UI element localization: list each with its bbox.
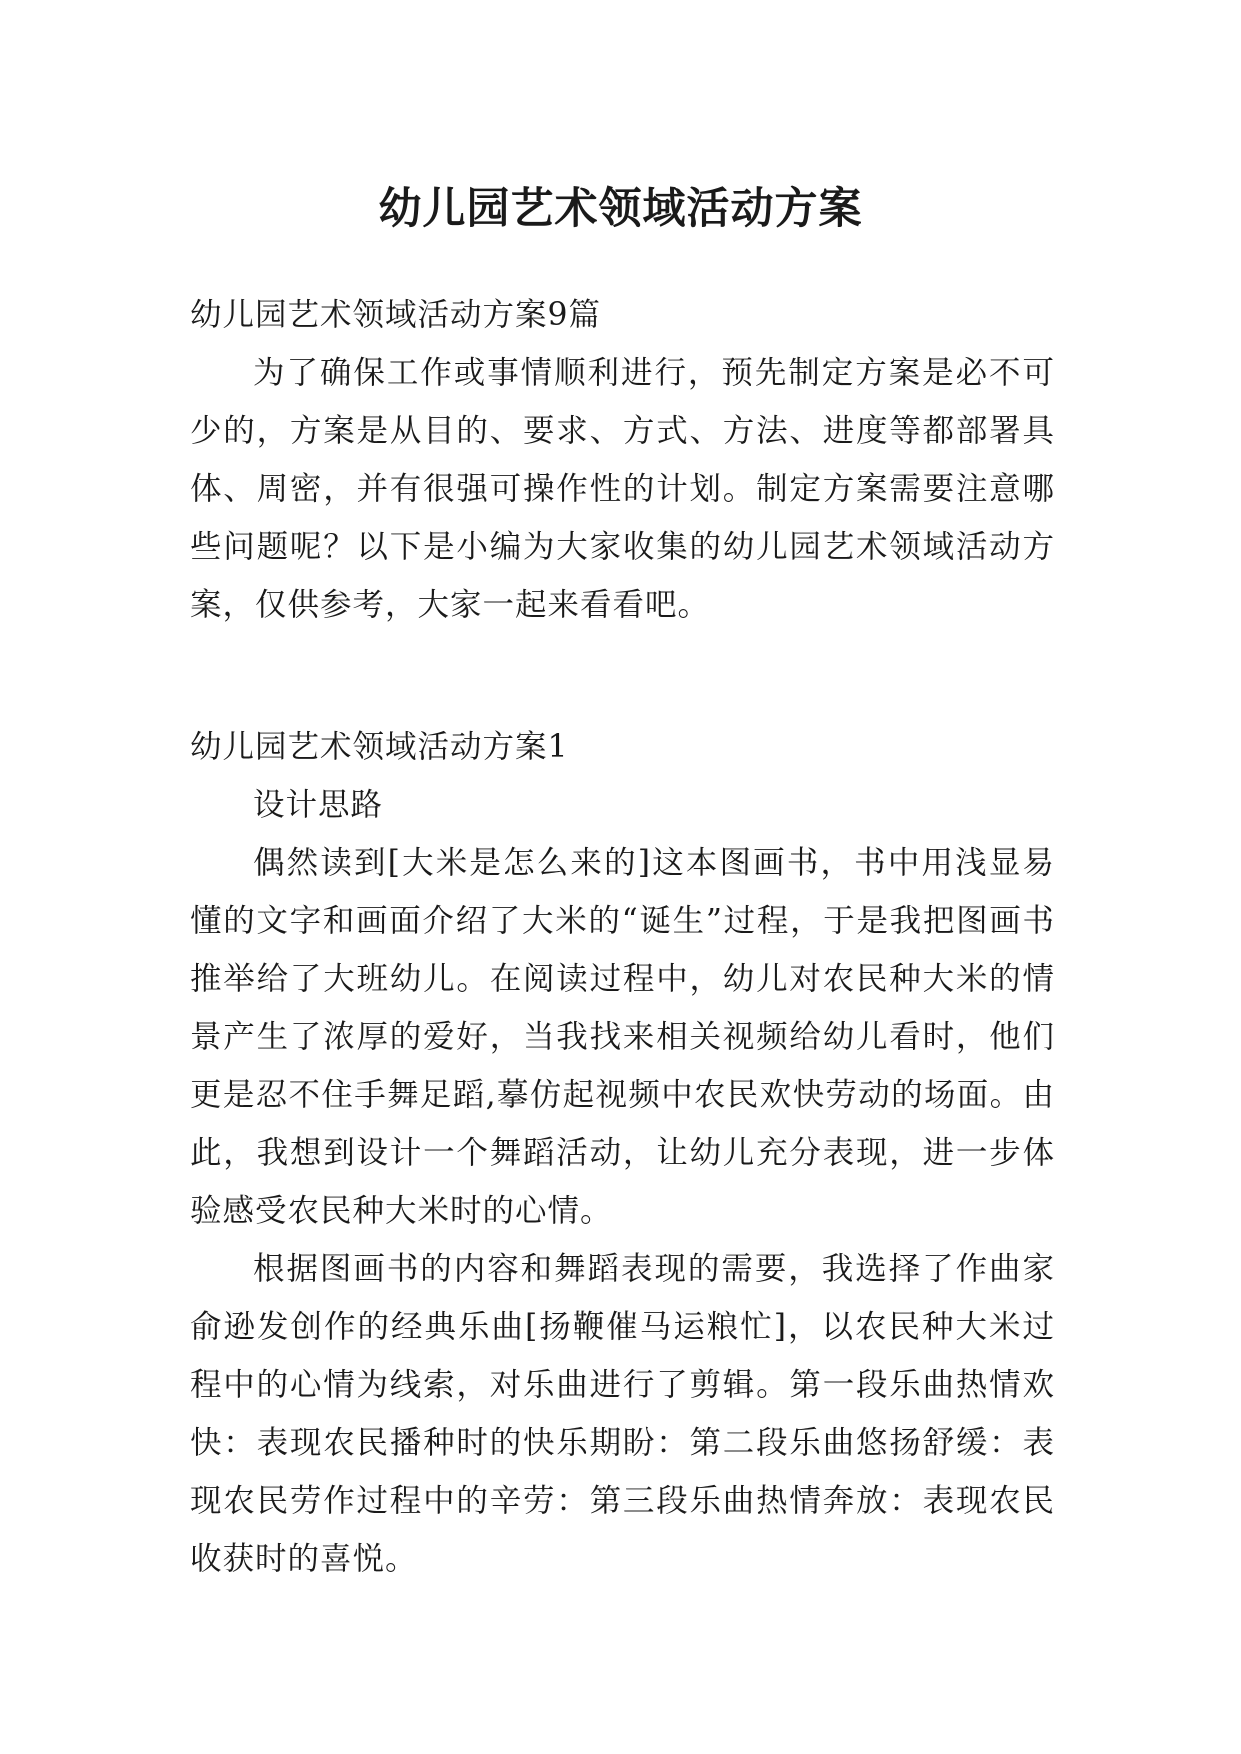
intro-paragraph: 为了确保工作或事情顺利进行，预先制定方案是必不可少的，方案是从目的、要求、方式、方法、进度等都部署具体、周密，并有很强可操作性的计划。制定方案需要注意哪些问题呢？以下是小编为大家收集的幼儿园艺术领域活动方案，仅供参考，大家一起来看看吧。 [190, 355, 1055, 623]
document-subtitle: 幼儿园艺术领域活动方案9篇 [190, 297, 602, 333]
section-subheading: 设计思路 [253, 787, 384, 823]
document-title: 幼儿园艺术领域活动方案 [378, 183, 863, 234]
section-heading: 幼儿园艺术领域活动方案1 [190, 729, 569, 765]
body-paragraph: 偶然读到[大米是怎么来的]这本图画书，书中用浅显易懂的文字和画面介绍了大米的“诞生”过程，于是我把图画书推举给了大班幼儿。在阅读过程中，幼儿对农民种大米的情景产生了浓厚的爱好，当我找来相关视频给幼儿看时，他们更是忍不住手舞足蹈,摹仿起视频中农民欢快劳动的场面。由此，我想到设计一个舞蹈活动，让幼儿充分表现，进一步体验感受农民种大米时的心情。 [190, 845, 1055, 1229]
section-spacer [190, 634, 1055, 718]
document-body [190, 286, 1055, 1588]
body-paragraph: 根据图画书的内容和舞蹈表现的需要，我选择了作曲家俞逊发创作的经典乐曲[扬鞭催马运粮忙]，以农民种大米过程中的心情为线索，对乐曲进行了剪辑。第一段乐曲热情欢快：表现农民播种时的快乐期盼：第二段乐曲悠扬舒缓：表现农民劳作过程中的辛劳：第三段乐曲热情奔放：表现农民收获时的喜悦。 [190, 1251, 1055, 1577]
